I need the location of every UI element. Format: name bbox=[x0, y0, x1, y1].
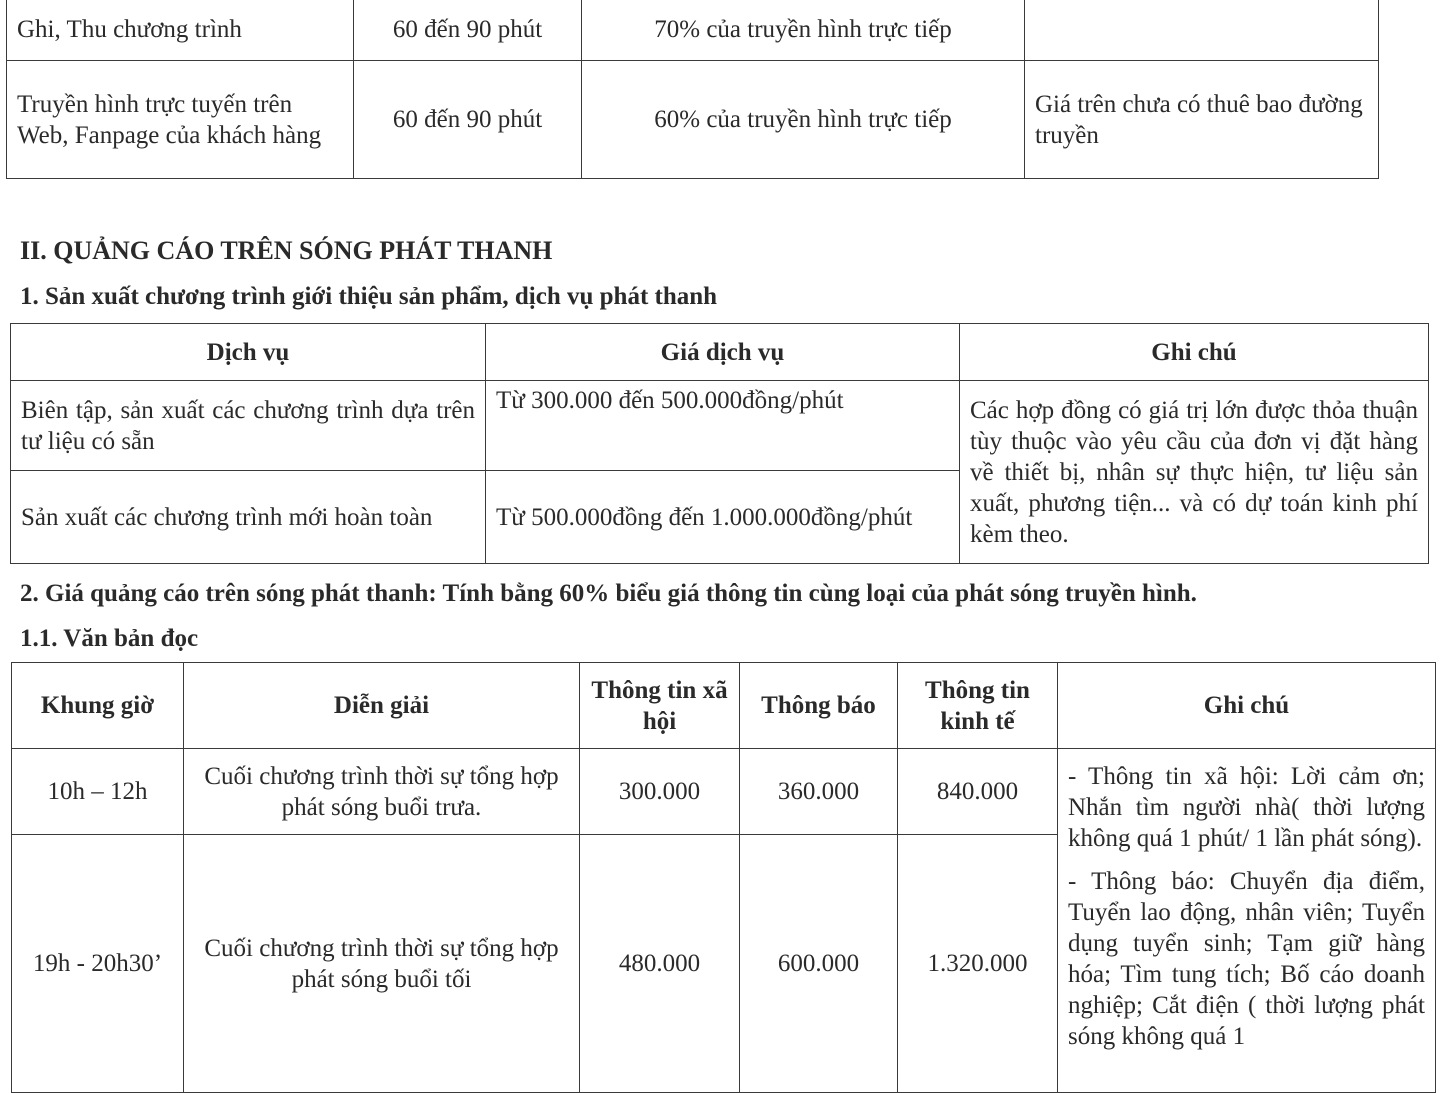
table-cell-price: Từ 500.000đồng đến 1.000.000đồng/phút bbox=[486, 471, 960, 564]
table-header-row bbox=[11, 324, 1429, 381]
table-cell-duration: 60 đến 90 phút bbox=[354, 0, 582, 61]
column-header-announcement: Thông báo bbox=[740, 663, 898, 749]
note-social-info: - Thông tin xã hội: Lời cảm ơn; Nhắn tìm người nhà( thời lượng không quá 1 phút/ 1 lần phát sóng). bbox=[1068, 763, 1425, 852]
column-header-note: Ghi chú bbox=[960, 324, 1429, 381]
subsection-title: 1. Sản xuất chương trình giới thiệu sản phẩm, dịch vụ phát thanh bbox=[20, 283, 718, 310]
table-cell-service: Biên tập, sản xuất các chương trình dựa trên tư liệu có sẵn bbox=[11, 381, 486, 471]
table-cell-description: Cuối chương trình thời sự tổng hợp phát sóng buổi trưa. bbox=[184, 749, 580, 835]
radio-production-table bbox=[10, 323, 1429, 564]
table-cell-service: Ghi, Thu chương trình bbox=[7, 0, 354, 61]
note-announcement: - Thông báo: Chuyển địa điểm, Tuyển lao động, nhân viên; Tuyển dụng tuyển sinh; Tạm giữ hàng hóa; Tìm tung tích; Bố cáo doanh nghiệp; Cắt điện ( thời lượng phát sóng không quá 1 bbox=[1068, 868, 1425, 1050]
table-cell-service: Truyền hình trực tuyến trên Web, Fanpage của khách hàng bbox=[7, 61, 354, 179]
tv-pricing-table-continued bbox=[6, 0, 1379, 179]
table-header-row bbox=[12, 663, 1436, 749]
table-cell-social-info: 480.000 bbox=[580, 835, 740, 1093]
subsection-title: 1.1. Văn bản đọc bbox=[20, 625, 199, 652]
table-cell-announcement: 360.000 bbox=[740, 749, 898, 835]
radio-ad-price-table bbox=[11, 662, 1436, 1093]
column-header-note: Ghi chú bbox=[1058, 663, 1436, 749]
table-cell-timeslot: 19h - 20h30’ bbox=[12, 835, 184, 1093]
column-header-social-info: Thông tin xã hội bbox=[580, 663, 740, 749]
table-row bbox=[11, 381, 1429, 471]
table-row bbox=[7, 0, 1379, 61]
table-cell-note: Các hợp đồng có giá trị lớn được thỏa thuận tùy thuộc vào yêu cầu của đơn vị đặt hàng về thiết bị, nhân sự thực hiện, tư liệu sản xuất, phương tiện... và có dự toán kinh phí kèm theo. bbox=[960, 381, 1429, 564]
table-cell-service: Sản xuất các chương trình mới hoàn toàn bbox=[11, 471, 486, 564]
subsection-title: 2. Giá quảng cáo trên sóng phát thanh: Tính bằng 60% biểu giá thông tin cùng loại của phát sóng truyền hình. bbox=[20, 580, 1197, 607]
table-cell-note: Giá trên chưa có thuê bao đường truyền bbox=[1025, 61, 1379, 179]
table-cell-duration: 60 đến 90 phút bbox=[354, 61, 582, 179]
table-cell-price: Từ 300.000 đến 500.000đồng/phút bbox=[486, 381, 960, 471]
table-cell-economic-info: 1.320.000 bbox=[898, 835, 1058, 1093]
column-header-price: Giá dịch vụ bbox=[486, 324, 960, 381]
table-cell-timeslot: 10h – 12h bbox=[12, 749, 184, 835]
table-cell-economic-info: 840.000 bbox=[898, 749, 1058, 835]
table-cell-price: 60% của truyền hình trực tiếp bbox=[582, 61, 1025, 179]
table-cell-note bbox=[1025, 0, 1379, 61]
column-header-service: Dịch vụ bbox=[11, 324, 486, 381]
table-cell-social-info: 300.000 bbox=[580, 749, 740, 835]
table-row bbox=[7, 61, 1379, 179]
table-cell-price: 70% của truyền hình trực tiếp bbox=[582, 0, 1025, 61]
table-cell-note bbox=[1058, 749, 1436, 1093]
section-title: II. QUẢNG CÁO TRÊN SÓNG PHÁT THANH bbox=[20, 236, 553, 265]
table-row bbox=[12, 749, 1436, 835]
column-header-timeslot: Khung giờ bbox=[12, 663, 184, 749]
table-cell-description: Cuối chương trình thời sự tổng hợp phát sóng buổi tối bbox=[184, 835, 580, 1093]
column-header-economic-info: Thông tin kinh tế bbox=[898, 663, 1058, 749]
table-cell-announcement: 600.000 bbox=[740, 835, 898, 1093]
column-header-description: Diễn giải bbox=[184, 663, 580, 749]
